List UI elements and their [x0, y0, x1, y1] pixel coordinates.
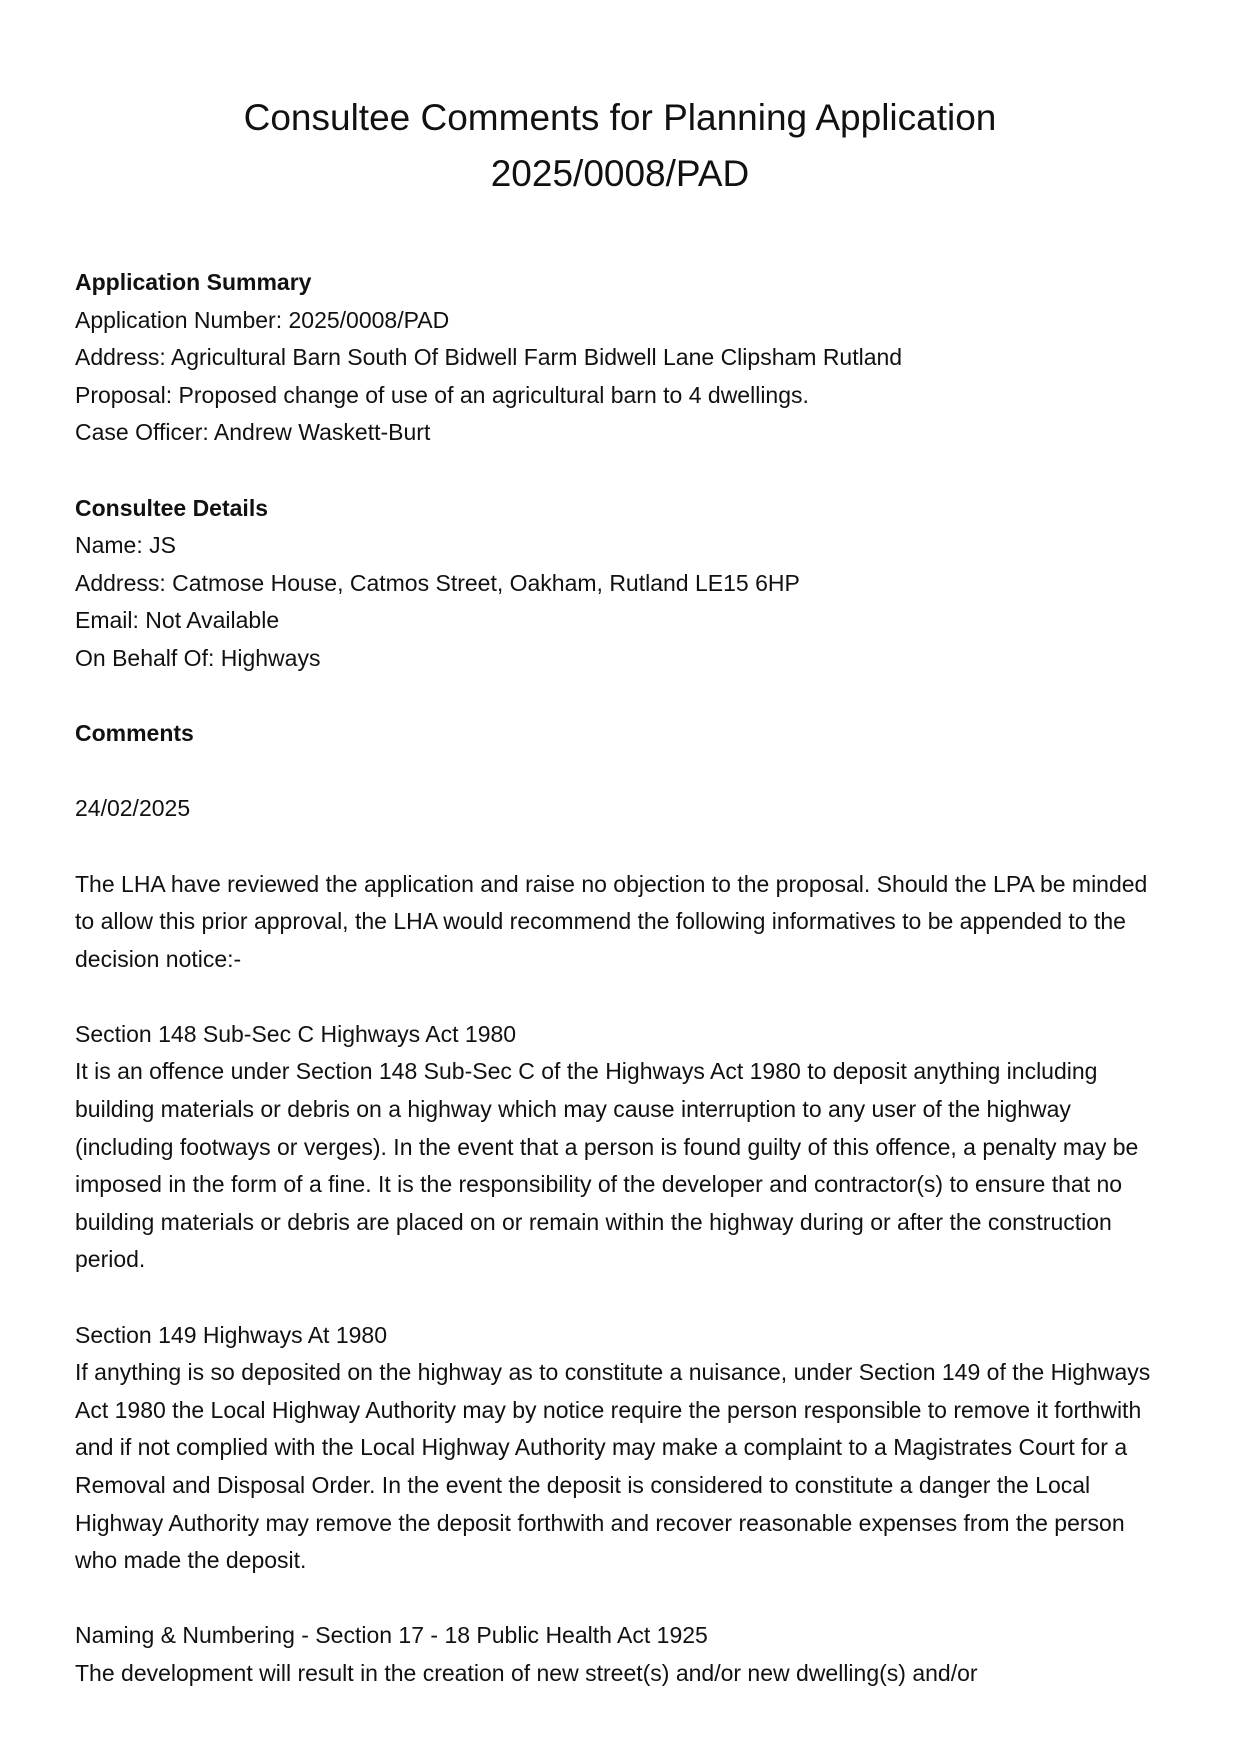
application-proposal: Proposal: Proposed change of use of an agricultural barn to 4 dwellings. — [75, 381, 809, 408]
page-title-line-1: Consultee Comments for Planning Application — [243, 97, 997, 138]
informative-section-149 — [75, 1317, 1165, 1580]
comment-date: 24/02/2025 — [75, 795, 191, 822]
informative-title: Section 149 Highways At 1980 — [75, 1321, 387, 1348]
informative-title: Section 148 Sub-Sec C Highways Act 1980 — [75, 1020, 517, 1047]
informative-naming-numbering — [75, 1617, 1165, 1692]
page-title — [75, 90, 1165, 202]
consultee-on-behalf-of: On Behalf Of: Highways — [75, 644, 321, 671]
application-address: Address: Agricultural Barn South Of Bidwell Farm Bidwell Lane Clipsham Rutland — [75, 344, 903, 371]
case-officer: Case Officer: Andrew Waskett-Burt — [75, 419, 431, 446]
informative-title: Naming & Numbering - Section 17 - 18 Public Health Act 1925 — [75, 1622, 708, 1649]
comment-intro: The LHA have reviewed the application and raise no objection to the proposal. Should the LPA be minded to allow this prior approval, the LHA would recommend the following informatives to be appended to the decision notice:- — [75, 870, 1148, 972]
comments-section — [75, 715, 1165, 1692]
informative-section-148 — [75, 1016, 1165, 1279]
application-summary-section — [75, 264, 1165, 452]
application-summary-heading: Application Summary — [75, 269, 312, 295]
informative-body: It is an offence under Section 148 Sub-Sec C of the Highways Act 1980 to deposit anything including building materials or debris on a highway which may cause interruption to any user of the highway (including footways or verges). In the event that a person is found guilty of this offence, a penalty may be imposed in the form of a fine. It is the responsibility of the developer and contractor(s) to ensure that no building materials or debris are placed on or remain within the highway during or after the construction period. — [75, 1058, 1139, 1273]
page-title-line-2: 2025/0008/PAD — [490, 153, 750, 194]
consultee-details-heading: Consultee Details — [75, 494, 268, 521]
comments-heading: Comments — [75, 720, 194, 747]
consultee-address: Address: Catmose House, Catmos Street, Oakham, Rutland LE15 6HP — [75, 569, 800, 596]
consultee-email: Email: Not Available — [75, 607, 280, 634]
informative-body: If anything is so deposited on the highway as to constitute a nuisance, under Section 149 of the Highways Act 1980 the Local Highway Authority may by notice require the person responsible to remove it forthwith and if not complied with the Local Highway Authority may make a complaint to a Magistrates Court for a Removal and Disposal Order. In the event the deposit is considered to constitute a danger the Local Highway Authority may remove the deposit forthwith and recover reasonable expenses from the person who made the deposit. — [75, 1359, 1151, 1574]
consultee-details-section — [75, 490, 1165, 678]
informative-body: The development will result in the creation of new street(s) and/or new dwelling(s) and/or — [75, 1659, 978, 1686]
application-number: Application Number: 2025/0008/PAD — [75, 306, 450, 333]
consultee-name: Name: JS — [75, 532, 176, 559]
